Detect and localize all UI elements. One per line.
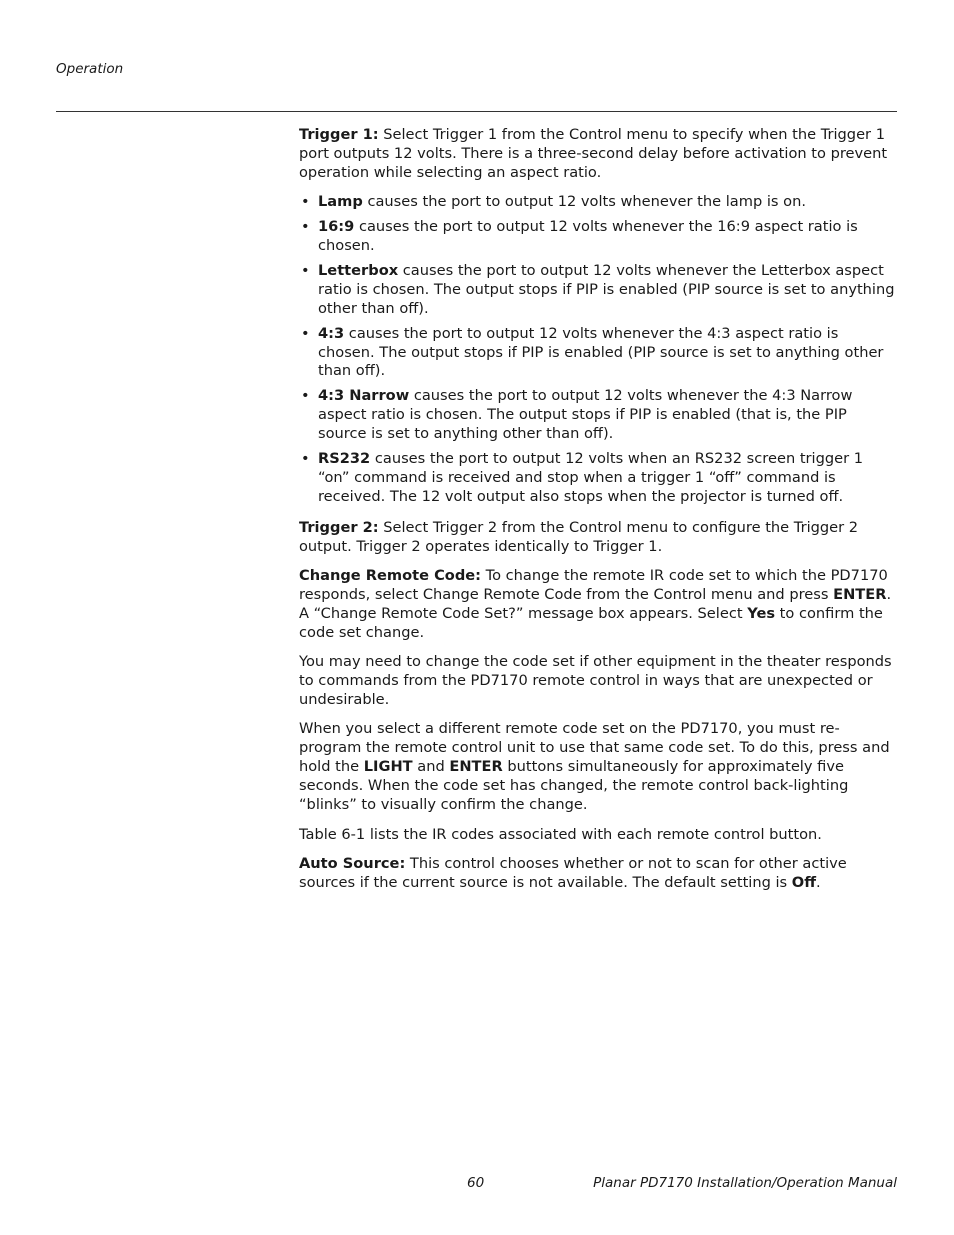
trigger1-term: Trigger 1: [299,126,379,143]
reprogram-text: When you select a different remote code set on the PD7170, you must re-program the remote control unit to use that same code set. To do this, press and hold the [299,720,890,776]
trigger2-paragraph [299,519,897,557]
option-text: causes the port to output 12 volts whenever the 16:9 aspect ratio is chosen. [318,218,858,255]
option-term: RS232 [318,450,371,468]
option-term: 4:3 [318,324,345,342]
list-item [299,218,897,256]
trigger1-options-list [299,193,897,507]
option-text: causes the port to output 12 volts whenever the 4:3 Narrow aspect ratio is chosen. The output stops if PIP is enabled (that is, the PIP source is set to anything other than off). [318,387,853,443]
reprogram-paragraph [299,720,897,815]
reprogram-text: and [412,758,450,776]
option-term: 16:9 [318,218,355,236]
off-keyword: Off [791,873,817,891]
list-item [299,450,897,507]
option-text: causes the port to output 12 volts whenever the 4:3 aspect ratio is chosen. The output stops if PIP is enabled (PIP source is set to anything other than off). [318,324,884,380]
change-remote-text: To change the remote IR code set to which the PD7170 responds, select Change Remote Code from the Control menu and press [299,567,888,604]
body-text [299,126,897,903]
auto-source-paragraph [299,855,897,893]
option-term: Letterbox [318,261,399,279]
list-item [299,193,897,212]
auto-source-text: This control chooses whether or not to scan for other active sources if the current source is not available. The default setting is [299,854,847,891]
trigger2-term: Trigger 2: [299,518,379,536]
auto-source-text: . [816,873,821,891]
bullet-icon: • [301,261,310,279]
enter-keyword: ENTER [833,586,887,604]
light-keyword: LIGHT [363,758,413,776]
reprogram-text: buttons simultaneously for approximately five seconds. When the code set has changed, the remote control back-lighting “blinks” to visually confirm the change. [299,758,849,814]
bullet-icon: • [301,324,310,342]
enter-keyword: ENTER [449,758,503,776]
list-item [299,262,897,319]
bullet-icon: • [301,450,310,468]
bullet-icon: • [301,387,310,405]
trigger1-text: Select Trigger 1 from the Control menu to specify when the Trigger 1 port outputs 12 volts. There is a three-second delay before activation to prevent operation while selecting an aspect ratio. [299,126,888,181]
change-remote-text: to confirm the code set change. [299,604,883,641]
trigger2-text: Select Trigger 2 from the Control menu to configure the Trigger 2 output. Trigger 2 operates identically to Trigger 1. [299,518,859,555]
change-remote-code-paragraph [299,567,897,643]
yes-keyword: Yes [747,604,776,622]
option-text: causes the port to output 12 volts when an RS232 screen trigger 1 “on” command is received and stop when a trigger 1 “off” command is received. The 12 volt output also stops when the projector is turned off. [318,450,864,505]
option-text: causes the port to output 12 volts whenever the lamp is on. [362,193,806,211]
change-remote-term: Change Remote Code: [299,567,482,585]
option-term: Lamp [318,193,363,211]
trigger1-paragraph [299,126,897,183]
bullet-icon: • [301,218,310,236]
change-remote-text: . A “Change Remote Code Set?” message box appears. Select [299,586,892,622]
auto-source-term: Auto Source: [299,854,406,872]
page-number: 60 [467,1175,485,1191]
manual-title: Planar PD7170 Installation/Operation Manual [593,1175,897,1191]
option-text: causes the port to output 12 volts whenever the Letterbox aspect ratio is chosen. The output stops if PIP is enabled (PIP source is set to anything other than off). [318,261,895,317]
code-set-paragraph: You may need to change the code set if other equipment in the theater responds to commands from the PD7170 remote control in ways that are unexpected or undesirable. [299,653,892,709]
running-header: Operation [56,61,124,77]
bullet-icon: • [301,193,310,211]
header-rule [56,111,897,112]
list-item [299,387,897,444]
option-term: 4:3 Narrow [318,387,410,405]
table-reference-paragraph: Table 6-1 lists the IR codes associated with each remote control button. [299,825,822,843]
list-item [299,325,897,382]
